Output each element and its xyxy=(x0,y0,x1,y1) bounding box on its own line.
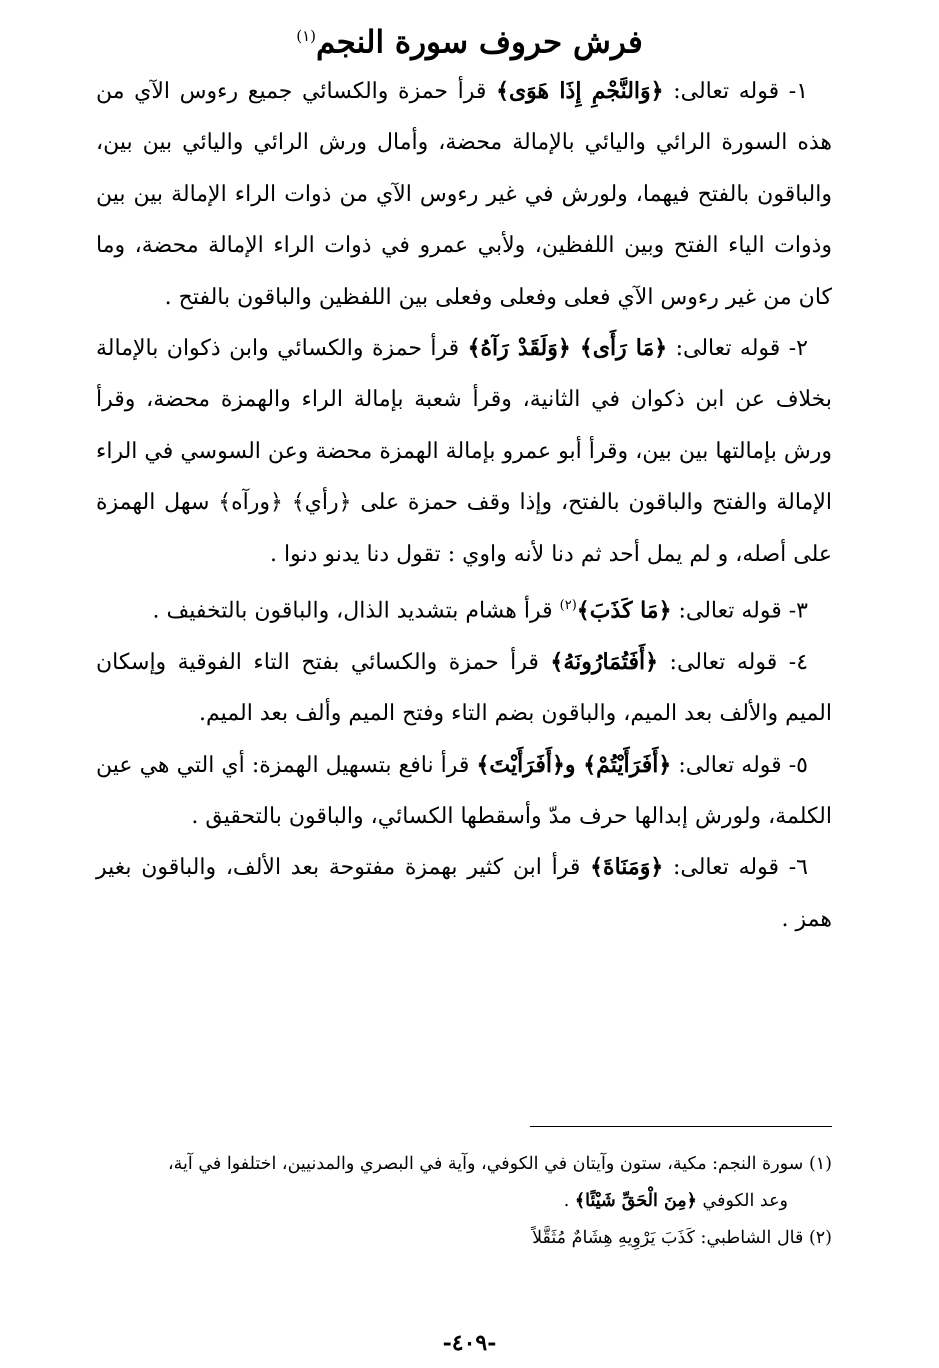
footnote-cont-text: وعد الكوفي xyxy=(702,1191,788,1211)
paragraph-number: ٤- xyxy=(788,649,809,675)
paragraph-lead: قوله تعالى: xyxy=(675,336,781,362)
paragraph-text: قرأ حمزة والكسائي بفتح التاء الفوقية وإسكان الميم والألف بعد الميم، والباقون بضم التاء وفتح الميم وألف بعد الميم. xyxy=(96,649,832,727)
paragraph-text: قرأ هشام بتشديد الذال، والباقون بالتخفيف . xyxy=(152,598,553,624)
paragraph-text: قرأ ابن كثير بهمزة مفتوحة بعد الألف، والباقون بغير همز . xyxy=(96,855,832,932)
paragraph-2 xyxy=(96,323,832,580)
quran-quote: ﴿أَفَرَأَيْتُمْ﴾ و﴿أَفَرَأَيْتَ﴾ xyxy=(476,751,672,778)
footnote-divider xyxy=(530,1126,832,1127)
quran-quote: ﴿مِنَ الْحَقِّ شَيْئًا﴾ xyxy=(574,1191,697,1211)
paragraph-1 xyxy=(96,66,832,323)
paragraph-lead: قوله تعالى: xyxy=(669,649,778,675)
paragraph-number: ٢- xyxy=(788,336,808,362)
paragraph-lead: قوله تعالى: xyxy=(673,79,780,104)
quran-quote: ﴿وَمَنَاةَ﴾ xyxy=(590,854,664,881)
paragraph-text: قرأ حمزة والكسائي وابن ذكوان بالإمالة بخلاف عن ابن ذكوان في الثانية، وقرأ شعبة بإمالة الراء والهمزة محضة، وقرأ ورش بإمالتها بين بين، وقرأ أبو عمرو بإمالة الهمزة محضة وعن السوسي في الراء الإمالة والفتح والباقون بالفتح، وإذا وقف حمزة على ﴿رأي﴾ ﴿ورآه﴾ سهل الهمزة على أصله، و لم يمل أحد ثم دنا لأنه واوي : تقول دنا يدنو دنوا . xyxy=(96,336,832,567)
title-text: فرش حروف سورة النجم xyxy=(316,24,643,61)
footnote-marker: (١) xyxy=(808,1154,832,1174)
footnote-1 xyxy=(96,1146,832,1183)
footnote-text: سورة النجم: مكية، ستون وآيتان في الكوفي، وآية في البصري والمدنيين، اختلفوا في آية، xyxy=(168,1154,804,1174)
paragraph-number: ١- xyxy=(788,79,809,104)
footnote-text: قال الشاطبي: xyxy=(700,1228,804,1248)
paragraph-lead: قوله تعالى: xyxy=(678,598,782,624)
footnote-ref: (٢) xyxy=(559,598,577,614)
title-footnote-ref: (١) xyxy=(296,27,316,45)
paragraph-lead: قوله تعالى: xyxy=(678,752,782,778)
footnote-1-continuation xyxy=(96,1183,832,1220)
paragraph-number: ٥- xyxy=(788,752,808,778)
paragraph-text: قرأ نافع بتسهيل الهمزة: أي التي هي عين الكلمة، ولورش إبدالها حرف مدّ وأسقطها الكسائي، والباقون بالتحقيق . xyxy=(96,752,832,830)
paragraph-5 xyxy=(96,740,832,843)
quran-quote: ﴿مَا رَأَى﴾ ﴿وَلَقَدْ رَآهُ﴾ xyxy=(467,335,668,362)
paragraph-4 xyxy=(96,637,832,740)
quran-quote: ﴿وَالنَّجْمِ إِذَا هَوَى﴾ xyxy=(496,78,664,104)
paragraph-number: ٣- xyxy=(788,598,808,624)
page-number: -٤٠٩- xyxy=(442,1330,497,1356)
footnote-marker: (٢) xyxy=(808,1228,832,1248)
quran-quote: ﴿مَا كَذَبَ﴾ xyxy=(576,597,672,624)
paragraph-text: قرأ حمزة والكسائي جميع رءوس الآي من هذه السورة الرائي واليائي بالإمالة محضة، وأمال ورش الرائي واليائي بين بين، والباقون بالفتح فيهما، ولورش في غير رءوس الآي من ذوات الراء الإمالة بين بين وذوات الياء الفتح وبين اللفظين، ولأبي عمرو في ذوات الراء الإمالة محضة، وما كان من غير رءوس الآي فعلى وفعلى وفعلى بين اللفظين والباقون بالفتح . xyxy=(96,79,832,310)
poem-verse: كَذَبَ يَرْوِيهِ هِشَامٌ مُثَقَّلاً xyxy=(532,1228,695,1248)
page-title xyxy=(0,12,939,66)
footnotes xyxy=(96,1146,832,1257)
footnote-cont-end: . xyxy=(563,1191,570,1211)
paragraph-3 xyxy=(96,580,832,637)
paragraph-lead: قوله تعالى: xyxy=(672,855,779,881)
footnote-2 xyxy=(96,1220,832,1257)
paragraph-6 xyxy=(96,842,832,945)
main-text xyxy=(96,66,832,945)
quran-quote: ﴿أَفَتُمَارُونَهُ﴾ xyxy=(550,648,659,675)
paragraph-number: ٦- xyxy=(788,855,808,881)
